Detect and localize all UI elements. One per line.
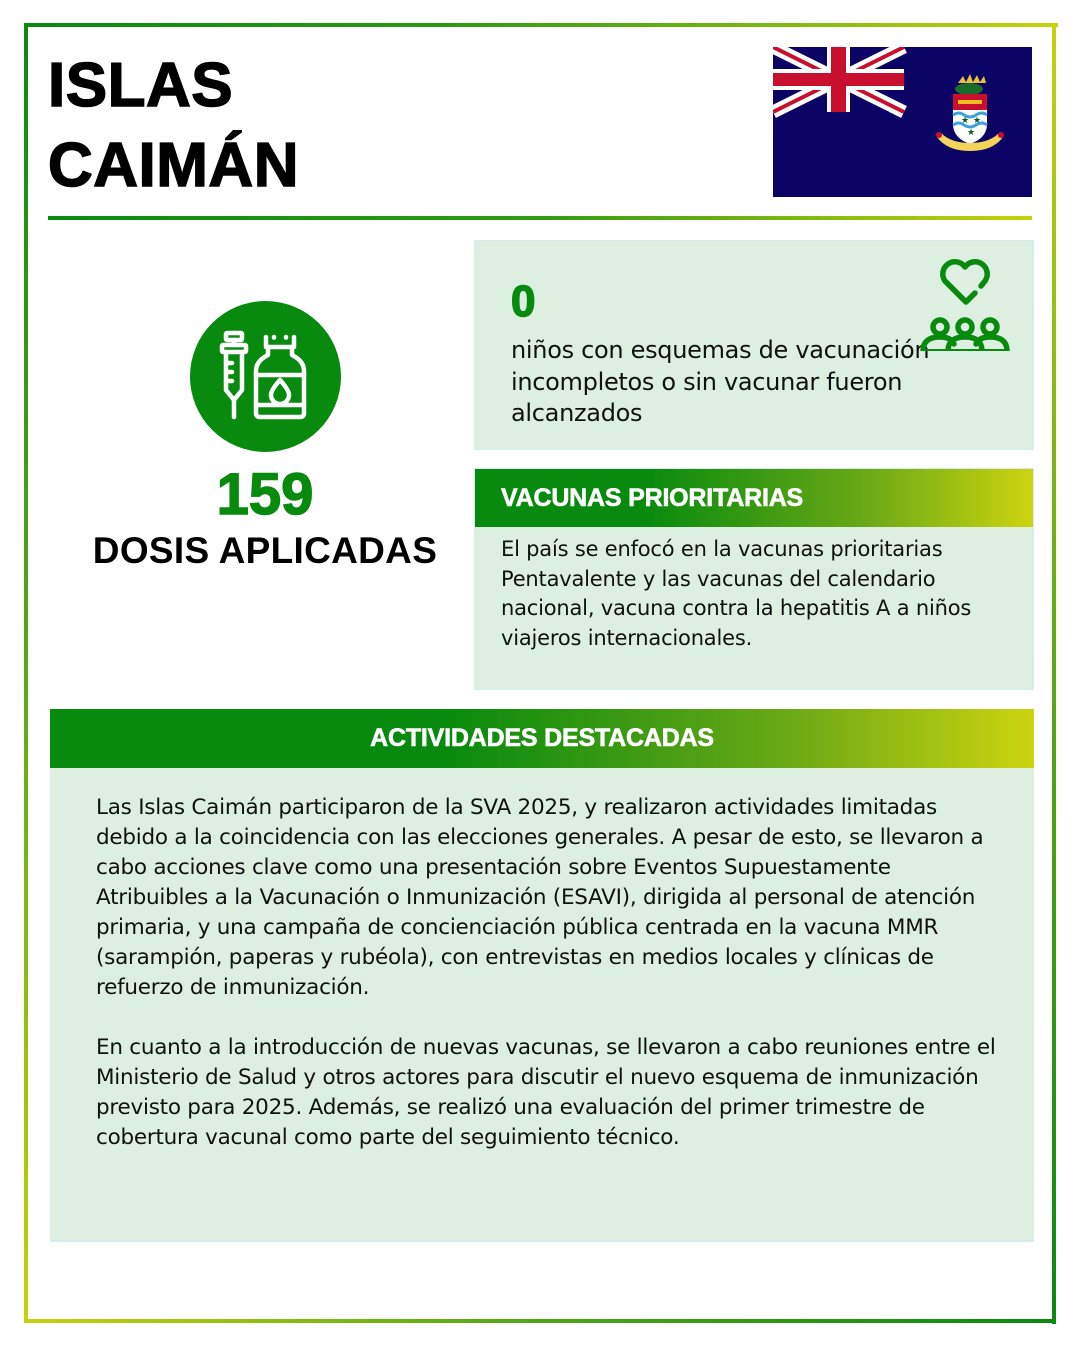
heart-people-icon [915, 253, 1015, 351]
priority-vaccines-card [474, 468, 1034, 690]
highlighted-activities-heading: ACTIVIDADES DESTACADAS [370, 724, 714, 752]
svg-text:★: ★ [973, 116, 982, 126]
header-divider [48, 216, 1032, 220]
page-title [48, 46, 299, 206]
page-title-line-1: ISLAS [48, 51, 234, 120]
children-reached-card [474, 240, 1034, 450]
priority-vaccines-header [475, 469, 1033, 527]
children-reached-value: 0 [511, 277, 536, 326]
page-title-line-2: CAIMÁN [48, 131, 299, 200]
frame-border-right [1052, 23, 1056, 1324]
frame-border-bottom [24, 1319, 1056, 1323]
svg-text:★: ★ [967, 128, 976, 138]
cayman-islands-flag-icon [773, 47, 1032, 197]
highlighted-activities-card [50, 709, 1034, 1242]
svg-text:★: ★ [961, 116, 970, 126]
highlighted-activities-header [50, 709, 1034, 768]
frame-border-left [24, 23, 28, 1323]
doses-applied-label: DOSIS APLICADAS [92, 530, 438, 571]
children-reached-description: niños con esquemas de vacunación incompletos o sin vacunar fueron alcanzados [511, 336, 930, 427]
frame-border-top [24, 23, 1058, 27]
highlighted-activities-body [50, 768, 1034, 1153]
activities-paragraph-2: En cuanto a la introducción de nuevas vacunas, se llevaron a cabo reuniones entre el Ministerio de Salud y otros actores para discutir el nuevo esquema de inmunización previsto para 2025. Además, se realizó una evaluación del primer trimestre de cobertura vacunal como parte del seguimiento técnico. [96, 1035, 996, 1150]
priority-vaccines-text: El país se enfocó en la vacunas prioritarias Pentavalente y las vacunas del calendario nacional, vacuna contra la hepatitis A a niños viajeros internacionales. [501, 537, 972, 650]
activities-paragraph-1: Las Islas Caimán participaron de la SVA 2025, y realizaron actividades limitadas debido a la coincidencia con las elecciones generales. A pesar de esto, se llevaron a cabo acciones clave como una presentación sobre Eventos Supuestamente Atribuibles a la Vacunación o Inmunización (ESAVI), dirigida al personal de atención primaria, y una campaña de concienciación pública centrada en la vacuna MMR (sarampión, paperas y rubéola), con entrevistas en medios locales y clínicas de refuerzo de inmunización. [96, 795, 984, 1000]
priority-vaccines-heading: VACUNAS PRIORITARIAS [501, 483, 804, 512]
doses-applied-value: 159 [216, 462, 314, 527]
syringe-vial-icon [190, 301, 341, 452]
